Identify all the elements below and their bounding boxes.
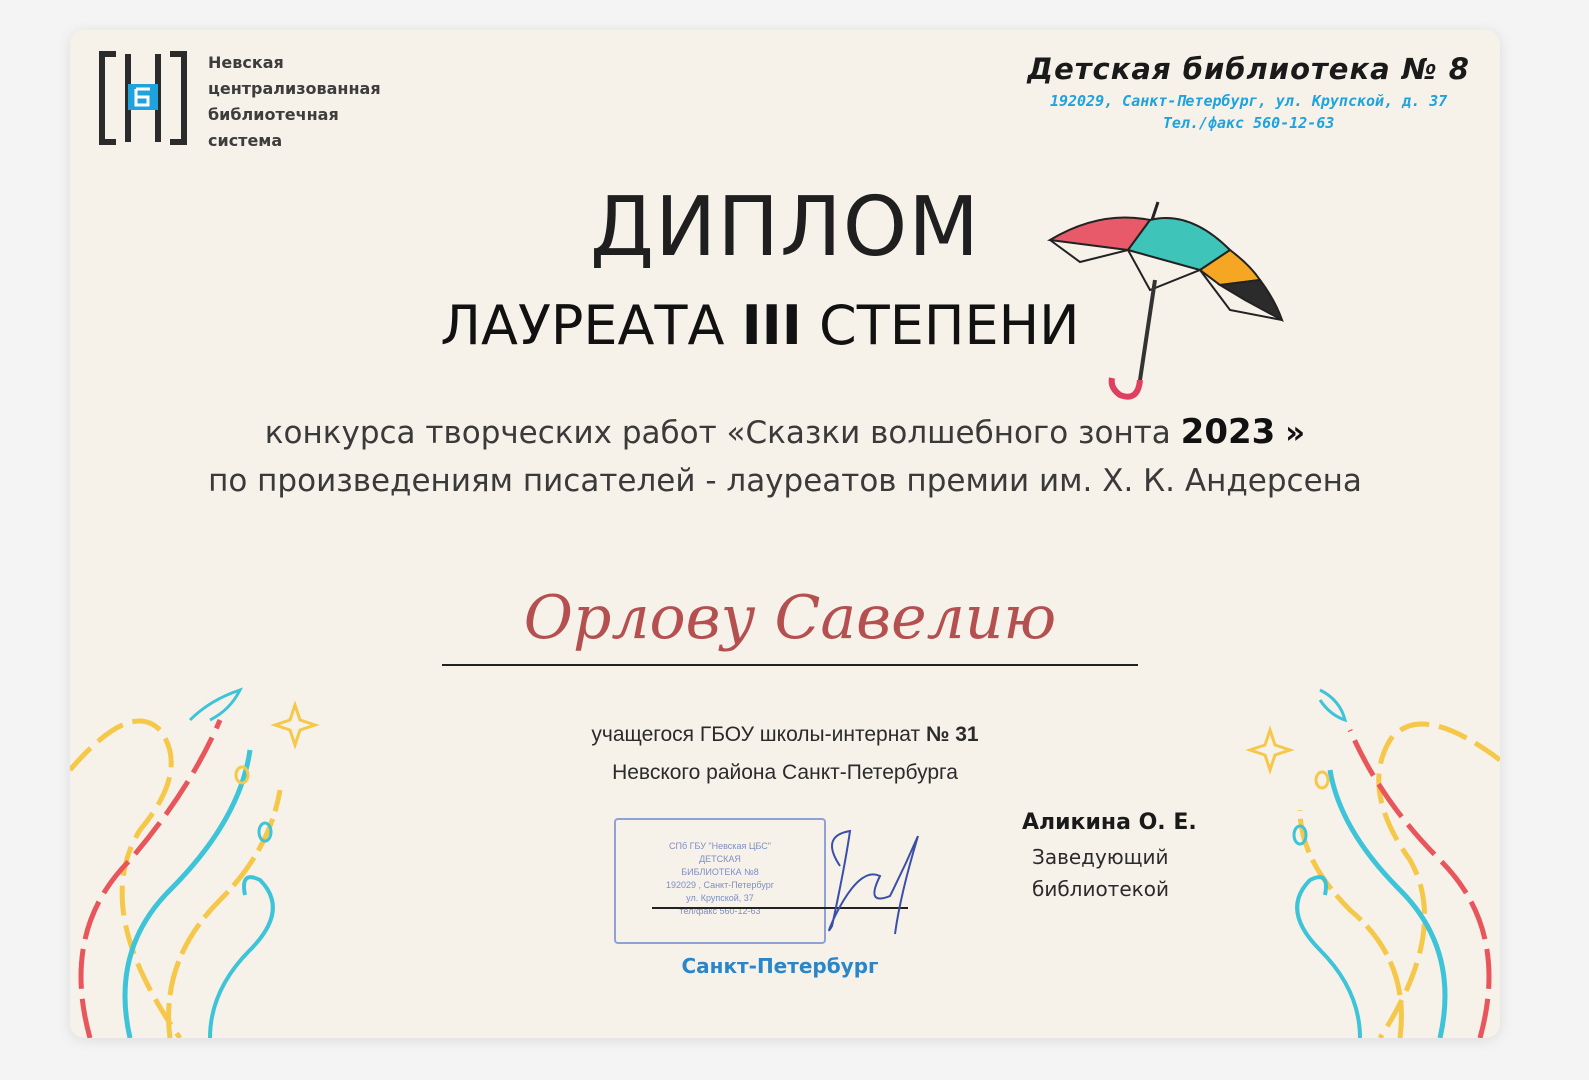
logo-line: централизованная bbox=[208, 79, 381, 98]
signature bbox=[650, 806, 950, 946]
logo-line: Невская bbox=[208, 53, 284, 72]
school-name: учащегося ГБОУ школы-интернат bbox=[591, 723, 921, 746]
subtitle-suffix: СТЕПЕНИ bbox=[819, 294, 1080, 357]
contest-quote-close: » bbox=[1285, 415, 1306, 451]
library-header bbox=[1027, 52, 1470, 134]
library-phone: Тел./факс 560-12-63 bbox=[1162, 114, 1335, 132]
city-label: Санкт-Петербург bbox=[681, 954, 879, 978]
director-position-line: библиотекой bbox=[1032, 877, 1169, 901]
stamp-line: ул. Крупской, 37 bbox=[686, 893, 754, 903]
stamp-line: БИБЛИОТЕКА №8 bbox=[681, 867, 759, 877]
swirl-decoration-left bbox=[70, 630, 350, 1038]
director-position-line: Заведующий bbox=[1032, 845, 1169, 869]
logo-text bbox=[208, 50, 408, 154]
stamp-line: СПб ГБУ "Невская ЦБС" bbox=[669, 841, 771, 851]
school-number: № 31 bbox=[925, 723, 979, 746]
contest-name: конкурса творческих работ «Сказки волшебного зонта bbox=[264, 415, 1171, 451]
library-address: 192029, Санкт-Петербург, ул. Крупской, д. 37 bbox=[1049, 92, 1448, 110]
diploma-certificate bbox=[70, 30, 1500, 1038]
recipient-name: Орлову Савелию bbox=[523, 583, 1057, 653]
contest-line-2: по произведениям писателей - лауреатов премии им. Х. К. Андерсена bbox=[208, 463, 1362, 499]
degree-numeral: III bbox=[741, 294, 802, 357]
director-position bbox=[1022, 841, 1212, 905]
director-block bbox=[1022, 810, 1212, 905]
library-logo-icon bbox=[98, 50, 188, 146]
contest-year: 2023 bbox=[1180, 412, 1276, 452]
stamp-line: тел/факс 560-12-63 bbox=[679, 906, 761, 916]
umbrella-illustration bbox=[1040, 190, 1290, 410]
name-underline bbox=[442, 664, 1138, 666]
diploma-title: ДИПЛОМ bbox=[589, 180, 980, 275]
swirl-decoration-right bbox=[1240, 630, 1500, 1038]
logo-line: библиотечная bbox=[208, 105, 339, 124]
stamp-line: ДЕТСКАЯ bbox=[699, 854, 741, 864]
contest-line-1 bbox=[70, 408, 1500, 457]
stamp-line: 192029 , Санкт-Петербург bbox=[665, 880, 775, 890]
contest-description bbox=[70, 408, 1500, 505]
school-line-2: Невского района Санкт-Петербурга bbox=[612, 761, 958, 784]
library-name: Детская библиотека № 8 bbox=[1027, 52, 1470, 86]
director-name: Аликина О. Е. bbox=[1022, 810, 1197, 835]
logo-line: система bbox=[208, 131, 283, 150]
subtitle-prefix: ЛАУРЕАТА bbox=[440, 294, 725, 357]
